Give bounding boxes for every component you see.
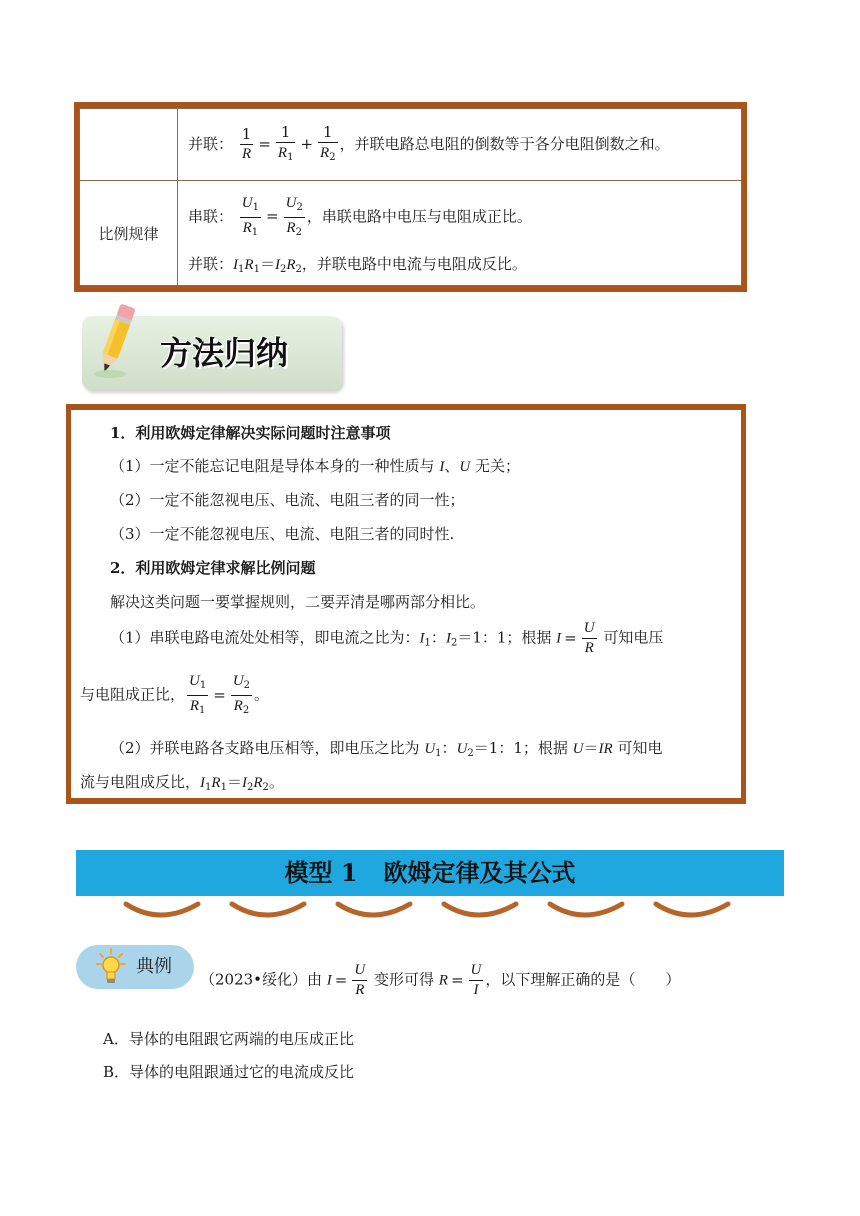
method-point-1: （1）一定不能忘记电阻是导体本身的一种性质与 I、U 无关； xyxy=(110,457,520,475)
series-text: ，串联电路中电压与电阻成正比。 xyxy=(306,207,532,225)
method-point-3: （3）一定不能忽视电压、电流、电阻三者的同时性. xyxy=(110,525,455,543)
swoosh-decoration xyxy=(120,896,780,926)
option-b[interactable]: B．导体的电阻跟通过它的电流成反比 xyxy=(103,1063,355,1081)
method-banner-title: 方法归纳 xyxy=(160,334,289,372)
example-question: （2023•绥化）由 I = $\frac{U}{R}$ 变形可得 R = $\frac{U}{I}$ ，以下理解正确的是（ ） xyxy=(200,962,681,998)
lightbulb-icon xyxy=(96,948,126,986)
method-series-ratio: 与电阻成正比， $\frac{U_1}{R_1}$ = $\frac{U_2}{R_2}$ 。 xyxy=(80,673,270,716)
parallel2-label: 并联： xyxy=(188,254,234,273)
empty-label-cell xyxy=(80,109,178,181)
example-badge xyxy=(76,945,194,989)
ratio-label: 比例规律 xyxy=(80,181,178,286)
method-parallel-ratio: 流与电阻成反比，$I_1R_1=I_2R_2$。 xyxy=(80,773,284,793)
model-header xyxy=(76,850,784,896)
parallel-text: ，并联电路总电阻的倒数等于各分电阻倒数之和。 xyxy=(339,134,670,153)
method-point-2: （2）一定不能忽视电压、电流、电阻三者的同一性； xyxy=(110,491,465,509)
ratio-cell: 串联： $\frac{U_1}{R_1}$ = $\frac{U_2}{R_2}$ ，串联电路中电压与电阻成正比。 并联：$I_1R_1=I_2R_2$，并联电路中电流与电阻成反比。 xyxy=(178,181,742,286)
method-intro: 解决这类问题一要掌握规则，二要弄清是哪两部分相比。 xyxy=(110,593,486,611)
formula-table xyxy=(74,102,747,292)
pencil-icon xyxy=(86,300,146,380)
parallel2-text: ，并联电路中电流与电阻成反比。 xyxy=(301,254,527,273)
series-label: 串联： xyxy=(188,207,234,225)
parallel-resistance-cell: 并联： $\frac{1}{R}$ = $\frac{1}{R_1}$ + $\frac{1}{R_2}$ ，并联电路总电阻的倒数等于各分电阻倒数之和。 xyxy=(178,109,742,181)
example-badge-label: 典例 xyxy=(136,956,172,977)
parallel-label: 并联： xyxy=(188,134,234,153)
method-parallel: （2）并联电路各支路电压相等，即电压之比为 $U_1$：$U_2=1$：1；根据 U＝IR 可知电 xyxy=(110,739,663,759)
method-series: （1）串联电路电流处处相等，即电流之比为：$I_1$：$I_2=1$：1；根据 I = $\frac{U}{R}$ 可知电压 xyxy=(110,620,664,656)
method-heading-1: 1．利用欧姆定律解决实际问题时注意事项 xyxy=(110,424,391,442)
model-title: 模型 1 欧姆定律及其公式 xyxy=(284,858,576,887)
option-a[interactable]: A．导体的电阻跟它两端的电压成正比 xyxy=(103,1030,354,1048)
method-heading-2: 2．利用欧姆定律求解比例问题 xyxy=(110,559,316,577)
